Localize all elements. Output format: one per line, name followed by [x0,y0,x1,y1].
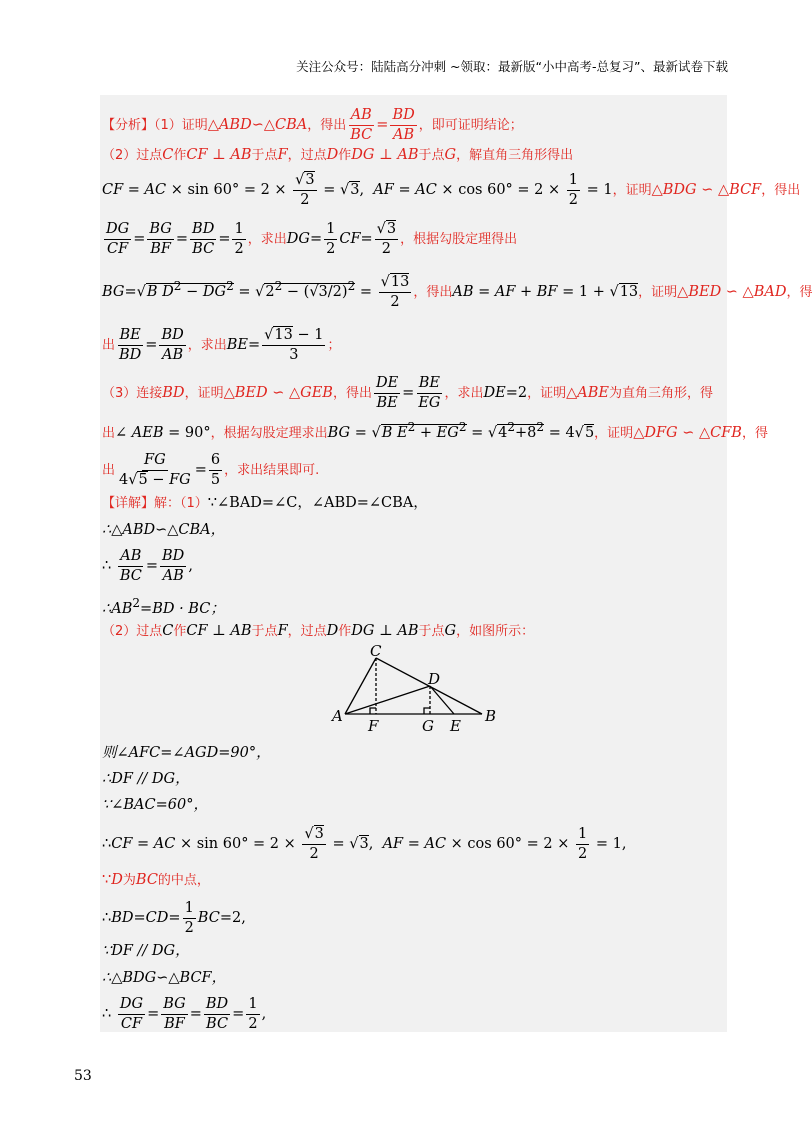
detail-line-10: ∵D为BC的中点， [102,872,210,888]
detail-line-6: 则∠AFC=∠AGD=90°， [102,745,271,761]
detail-line-13: ∴△BDG∽△BCF， [102,970,227,986]
analysis-line-1: 【分析】（1）证明△ABD∽△CBA，得出 $\frac{AB}{BC}$ = $\frac{BD}{AB}$ ，即可证明结论； [102,107,523,143]
label-f: F [368,717,379,735]
analysis-line-8: 出∠ AEB = 90°，根据勾股定理求出BG = √B $E^2 + EG^2 = √4^2+8^2 = 4√5$，证明△DFG ∽ △CFB，得 [102,420,768,441]
detail-line-9: ∴CF = AC × sin 60° = 2 × $\frac{√3}{2}$ = √3, AF = AC × cos 60° = 2 × $\frac{1}{2}$ = 1, [102,826,627,862]
triangle-figure [330,642,510,737]
analysis-line-6: 出 $\frac{BE}{BD}$ = $\frac{BD}{AB}$ ，求出BE= $\frac{√13 - 1}{3}$ ； [102,327,341,363]
label-e: E [450,717,461,735]
analysis-line-9: 出 $\frac{FG}{4√5 - FG}$ = $\frac{6}{5}$ ，求出结果即可. [102,452,320,488]
analysis-line-2: （2）过点C作CF ⊥ AB于点F，过点D作DG ⊥ AB于点G，解直角三角形得出 [102,147,574,163]
label-b: B [485,707,497,725]
detail-line-4: $\therefore AB^2=BD$ · BC； [102,596,225,617]
page-header: 关注公众号：陆陆高分冲刺 ~领取：最新版“小中高考-总复习”、最新试卷下载 [296,59,728,74]
detail-line-7: ∴DF // DG， [102,771,190,787]
detail-line-11: ∴BD=CD= $\frac{1}{2}$ BC=2, [102,900,246,936]
analysis-line-5: BG=√B $D^2 - DG^2 = √2^2 - (√3/2)^2$ = $\frac{√13}{2}$ ，得出AB = AF + BF = 1 + √13，证明△BED ∽ △BAD，得 [102,274,812,310]
label-g: G [422,717,434,735]
label-c: C [370,642,382,660]
label-d: D [428,670,441,688]
detail-line-3: ∴ $\frac{AB}{BC}$ = $\frac{BD}{AB}$ , [102,548,193,584]
analysis-line-4: $\frac{DG}{CF}$ = $\frac{BG}{BF}$ = $\frac{BD}{BC}$ = $\frac{1}{2}$ ，求出DG= $\frac{1}{2}$ CF= $\frac{√3}{2}$ ，根据勾股定理得出 [106,221,518,257]
detail-line-12: ∵DF // DG， [102,943,190,959]
detail-line-8: ∵∠BAC=60°， [102,797,208,813]
detail-line-5: （2）过点C作CF ⊥ AB于点F，过点D作DG ⊥ AB于点G，如图所示： [102,623,535,639]
detail-line-14: ∴ $\frac{DG}{CF}$ = $\frac{BG}{BF}$ = $\frac{BD}{BC}$ = $\frac{1}{2}$ , [102,996,267,1032]
page-number: 53 [74,1068,92,1084]
detail-line-1: 【详解】解：（1）∵∠BAD=∠C，∠ABD=∠CBA， [102,495,428,511]
analysis-line-7: （3）连接BD，证明△BED ∽ △GEB，得出 $\frac{DE}{BE}$ = $\frac{BE}{EG}$ ，求出DE=2，证明△ABE为直角三角形，得 [102,375,714,411]
detail-line-2: ∴△ABD∽△CBA， [102,522,226,538]
analysis-line-3: CF = AC × sin 60° = 2 × $\frac{√3}{2}$ = √3, AF = AC × cos 60° = 2 × $\frac{1}{2}$ = 1，证明△BDG ∽ △BCF，得出 [102,172,801,208]
label-a: A [332,707,343,725]
